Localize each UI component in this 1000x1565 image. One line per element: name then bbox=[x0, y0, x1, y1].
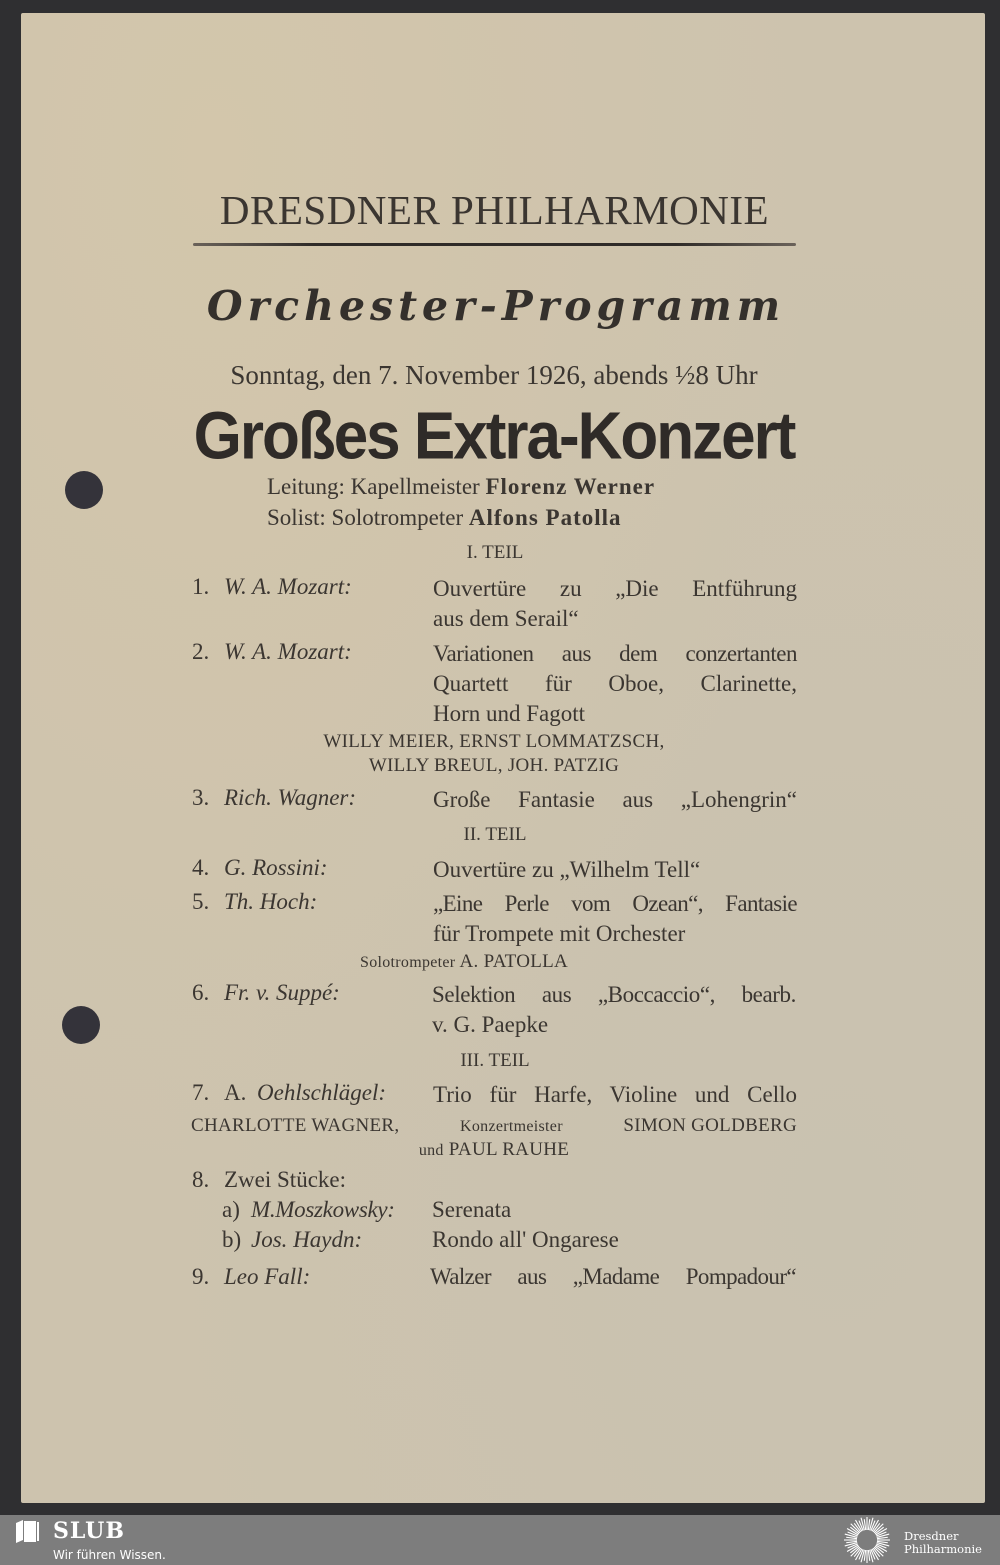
item-composer: W. A. Mozart: bbox=[224, 639, 352, 664]
work-line: Horn und Fagott bbox=[433, 701, 586, 726]
concert-dateline: Sonntag, den 7. November 1926, abends ½8 Uhr bbox=[230, 360, 758, 390]
work-line: Walzer aus „Madame Pompadour“ bbox=[430, 1264, 796, 1289]
slub-logo-text[interactable]: SLUB bbox=[53, 1518, 125, 1544]
conductor-line bbox=[267, 474, 655, 500]
sub-item-work: Serenata bbox=[432, 1197, 512, 1222]
performer-role: Konzertmeister bbox=[460, 1118, 563, 1135]
performer-name: PAUL RAUHE bbox=[448, 1139, 570, 1160]
item-number: 3. bbox=[192, 785, 210, 810]
item-work bbox=[433, 889, 797, 949]
item-composer: Fr. v. Suppé: bbox=[224, 980, 340, 1005]
orchestra-header: DRESDNER PHILHARMONIE bbox=[219, 187, 770, 233]
item-work bbox=[433, 1080, 797, 1110]
item-number: 2. bbox=[192, 639, 210, 664]
item-number: 9. bbox=[192, 1264, 210, 1289]
work-line: „Eine Perle vom Ozean“, Fantasie bbox=[433, 891, 797, 916]
performer-role: Solotrompeter bbox=[360, 954, 456, 971]
item-composer: W. A. Mozart: bbox=[224, 574, 352, 599]
program-subtitle: Orchester-Programm bbox=[206, 282, 786, 330]
conductor-name: Florenz Werner bbox=[485, 474, 656, 499]
item-composer: Leo Fall: bbox=[224, 1264, 311, 1289]
slub-tagline: Wir führen Wissen. bbox=[53, 1548, 166, 1562]
book-icon bbox=[14, 1518, 40, 1544]
item-title: Zwei Stücke: bbox=[224, 1167, 346, 1192]
work-line: Ouvertüre zu „Die Entführung bbox=[433, 576, 797, 601]
work-line: Trio für Harfe, Violine und Cello bbox=[433, 1082, 797, 1107]
sub-item-letter: b) bbox=[222, 1227, 242, 1252]
item-number: 5. bbox=[192, 889, 210, 914]
item-work bbox=[433, 855, 797, 885]
performer-conjunction: und bbox=[418, 1142, 444, 1159]
item-composer: G. Rossini: bbox=[224, 855, 328, 880]
item-number: 6. bbox=[192, 980, 210, 1005]
part-heading: II. TEIL bbox=[463, 824, 527, 845]
item-composer: Oehlschlägel: bbox=[257, 1080, 387, 1105]
performers-line: WILLY BREUL, JOH. PATZIG bbox=[368, 755, 620, 776]
item-work bbox=[433, 639, 797, 729]
performer-name: SIMON GOLDBERG bbox=[623, 1115, 797, 1136]
punch-hole-icon bbox=[62, 1006, 100, 1044]
work-line: v. G. Paepke bbox=[432, 1012, 549, 1037]
work-line: für Trompete mit Orchester bbox=[433, 921, 686, 946]
work-line: Variationen aus dem conzertanten bbox=[433, 641, 797, 666]
item-number: 7. bbox=[192, 1080, 210, 1105]
performers-line bbox=[191, 1115, 797, 1137]
item-number: 8. bbox=[192, 1167, 210, 1192]
sunburst-ring-icon bbox=[842, 1516, 892, 1564]
logo-line: Philharmonie bbox=[904, 1542, 982, 1556]
soloist-line bbox=[267, 505, 622, 531]
work-line: Große Fantasie aus „Lohengrin“ bbox=[433, 787, 797, 812]
header-rule bbox=[193, 243, 796, 246]
performer-name: A. PATOLLA bbox=[459, 951, 569, 972]
soloist-name: Alfons Patolla bbox=[468, 505, 622, 530]
performers-line bbox=[191, 1139, 797, 1161]
work-line: aus dem Serail“ bbox=[433, 606, 579, 631]
punch-hole-icon bbox=[65, 471, 103, 509]
performer-name: CHARLOTTE WAGNER, bbox=[191, 1115, 400, 1136]
conductor-label: Leitung: Kapellmeister bbox=[267, 474, 480, 499]
item-work bbox=[433, 574, 797, 634]
soloist-label: Solist: Solotrompeter bbox=[267, 505, 464, 530]
item-work bbox=[430, 1262, 796, 1292]
item-work bbox=[432, 980, 796, 1040]
work-line: Ouvertüre zu „Wilhelm Tell“ bbox=[433, 857, 701, 882]
philharmonie-logo-text[interactable] bbox=[904, 1530, 982, 1556]
sub-item-letter: a) bbox=[222, 1197, 240, 1222]
performers-line bbox=[360, 951, 568, 973]
concert-title: Großes Extra-Konzert bbox=[193, 399, 795, 474]
performers-line: WILLY MEIER, ERNST LOMMATZSCH, bbox=[323, 731, 665, 752]
sub-item-composer: Jos. Haydn: bbox=[251, 1227, 363, 1252]
item-composer: Th. Hoch: bbox=[224, 889, 318, 914]
logo-line: Dresdner bbox=[904, 1529, 959, 1543]
work-line: Quartett für Oboe, Clarinette, bbox=[433, 671, 797, 696]
item-number: 1. bbox=[192, 574, 210, 599]
item-number: 4. bbox=[192, 855, 210, 880]
sub-item-composer: M.Moszkowsky: bbox=[251, 1197, 395, 1222]
work-line: Selektion aus „Boccaccio“, bearb. bbox=[432, 982, 796, 1007]
part-heading: III. TEIL bbox=[460, 1050, 530, 1071]
item-work bbox=[433, 785, 797, 815]
item-composer-initial: A. bbox=[224, 1080, 247, 1105]
part-heading: I. TEIL bbox=[466, 542, 524, 563]
sub-item-work: Rondo all' Ongarese bbox=[432, 1227, 619, 1252]
item-composer: Rich. Wagner: bbox=[224, 785, 357, 810]
